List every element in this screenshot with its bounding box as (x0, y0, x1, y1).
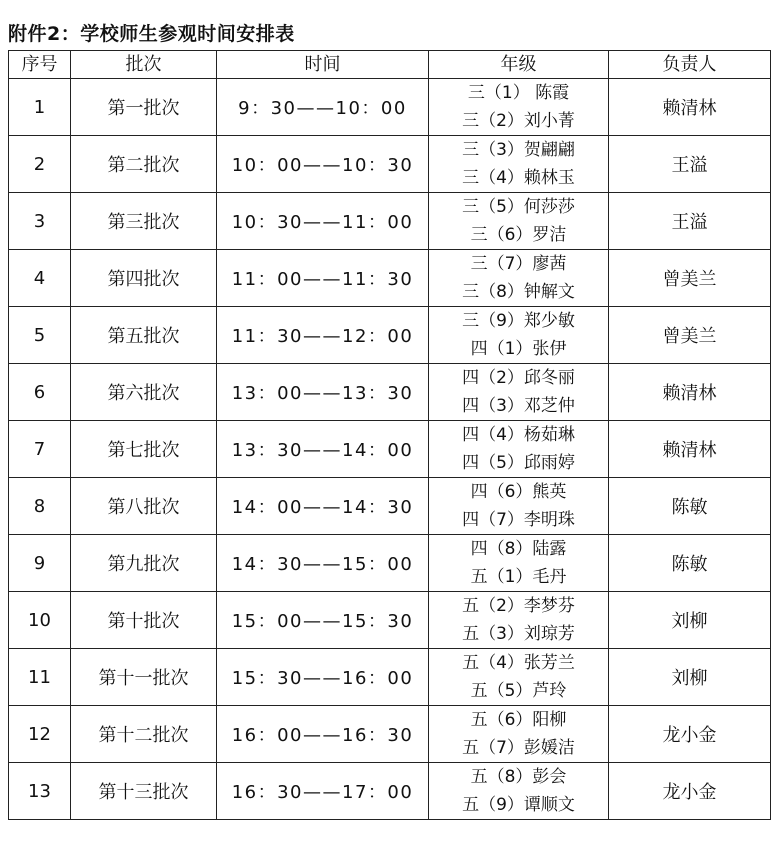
batch-cell: 第九批次 (71, 535, 217, 592)
header-person: 负责人 (609, 51, 771, 79)
grade-cell (429, 79, 609, 136)
batch-cell: 第三批次 (71, 193, 217, 250)
person-cell: 陈敏 (609, 478, 771, 535)
person-cell: 曾美兰 (609, 307, 771, 364)
index-cell: 1 (9, 79, 71, 136)
grade-cell (429, 649, 609, 706)
class-line: 五（3）刘琼芳 (462, 624, 575, 644)
table-row (9, 706, 771, 763)
time-cell: 10：30——11：00 (217, 193, 429, 250)
grade-cell (429, 478, 609, 535)
time-cell: 14：30——15：00 (217, 535, 429, 592)
person-cell: 龙小金 (609, 763, 771, 820)
table-row (9, 649, 771, 706)
class-line: 四（8）陆露 (470, 539, 567, 559)
class-line: 五（9）谭顺文 (462, 795, 575, 815)
time-cell: 11：00——11：30 (217, 250, 429, 307)
class-line: 三（7）廖茜 (470, 254, 567, 274)
person-cell: 赖清林 (609, 421, 771, 478)
batch-cell: 第十一批次 (71, 649, 217, 706)
time-cell: 16：00——16：30 (217, 706, 429, 763)
person-cell: 龙小金 (609, 706, 771, 763)
batch-cell: 第四批次 (71, 250, 217, 307)
person-cell: 王溢 (609, 136, 771, 193)
table-row (9, 535, 771, 592)
grade-cell (429, 136, 609, 193)
batch-cell: 第十二批次 (71, 706, 217, 763)
time-cell: 15：30——16：00 (217, 649, 429, 706)
header-time: 时间 (217, 51, 429, 79)
grade-cell (429, 250, 609, 307)
table-row (9, 364, 771, 421)
index-cell: 4 (9, 250, 71, 307)
table-row (9, 421, 771, 478)
class-line: 四（5）邱雨婷 (462, 453, 575, 473)
class-line: 三（2）刘小菁 (462, 111, 575, 131)
person-cell: 刘柳 (609, 592, 771, 649)
index-cell: 13 (9, 763, 71, 820)
time-cell: 15：00——15：30 (217, 592, 429, 649)
table-row (9, 250, 771, 307)
index-cell: 8 (9, 478, 71, 535)
table-row (9, 763, 771, 820)
class-line: 五（7）彭媛洁 (462, 738, 575, 758)
person-cell: 王溢 (609, 193, 771, 250)
index-cell: 10 (9, 592, 71, 649)
class-line: 三（5）何莎莎 (462, 197, 575, 217)
index-cell: 2 (9, 136, 71, 193)
class-line: 三（3）贺翩翩 (462, 140, 575, 160)
batch-cell: 第二批次 (71, 136, 217, 193)
index-cell: 6 (9, 364, 71, 421)
class-line: 五（4）张芳兰 (462, 653, 575, 673)
batch-cell: 第一批次 (71, 79, 217, 136)
page-title: 附件2：学校师生参观时间安排表 (8, 23, 295, 45)
index-cell: 7 (9, 421, 71, 478)
grade-cell (429, 193, 609, 250)
batch-cell: 第五批次 (71, 307, 217, 364)
time-cell: 9：30——10：00 (217, 79, 429, 136)
table-row (9, 478, 771, 535)
table-row (9, 307, 771, 364)
class-line: 三（8）钟解文 (462, 282, 575, 302)
table-body (9, 79, 771, 820)
header-row (9, 51, 771, 79)
table-row (9, 592, 771, 649)
index-cell: 12 (9, 706, 71, 763)
index-cell: 11 (9, 649, 71, 706)
table-row (9, 136, 771, 193)
grade-cell (429, 421, 609, 478)
class-line: 五（6）阳柳 (470, 710, 567, 730)
grade-cell (429, 364, 609, 421)
time-cell: 11：30——12：00 (217, 307, 429, 364)
schedule-table (8, 50, 771, 820)
grade-cell (429, 763, 609, 820)
class-line: 四（2）邱冬丽 (462, 368, 575, 388)
header-batch: 批次 (71, 51, 217, 79)
class-line: 三（9）郑少敏 (462, 311, 575, 331)
person-cell: 陈敏 (609, 535, 771, 592)
person-cell: 赖清林 (609, 364, 771, 421)
table-row (9, 79, 771, 136)
person-cell: 刘柳 (609, 649, 771, 706)
time-cell: 14：00——14：30 (217, 478, 429, 535)
batch-cell: 第六批次 (71, 364, 217, 421)
time-cell: 13：00——13：30 (217, 364, 429, 421)
class-line: 四（4）杨茹琳 (462, 425, 575, 445)
grade-cell (429, 307, 609, 364)
grade-cell (429, 592, 609, 649)
class-line: 四（3）邓芝仲 (462, 396, 575, 416)
class-line: 四（6）熊英 (470, 482, 567, 502)
time-cell: 16：30——17：00 (217, 763, 429, 820)
header-index: 序号 (9, 51, 71, 79)
time-cell: 10：00——10：30 (217, 136, 429, 193)
class-line: 四（1）张伊 (470, 339, 567, 359)
index-cell: 3 (9, 193, 71, 250)
table-row (9, 193, 771, 250)
person-cell: 曾美兰 (609, 250, 771, 307)
batch-cell: 第七批次 (71, 421, 217, 478)
class-line: 四（7）李明珠 (462, 510, 575, 530)
class-line: 五（1）毛丹 (470, 567, 567, 587)
person-cell: 赖清林 (609, 79, 771, 136)
batch-cell: 第八批次 (71, 478, 217, 535)
header-grade: 年级 (429, 51, 609, 79)
class-line: 三（4）赖林玉 (462, 168, 575, 188)
grade-cell (429, 535, 609, 592)
index-cell: 9 (9, 535, 71, 592)
index-cell: 5 (9, 307, 71, 364)
batch-cell: 第十批次 (71, 592, 217, 649)
class-line: 五（2）李梦芬 (462, 596, 575, 616)
grade-cell (429, 706, 609, 763)
class-line: 三（1） 陈霞 (467, 83, 570, 103)
batch-cell: 第十三批次 (71, 763, 217, 820)
class-line: 五（5）芦玲 (470, 681, 567, 701)
class-line: 五（8）彭会 (470, 767, 567, 787)
class-line: 三（6）罗洁 (470, 225, 567, 245)
time-cell: 13：30——14：00 (217, 421, 429, 478)
